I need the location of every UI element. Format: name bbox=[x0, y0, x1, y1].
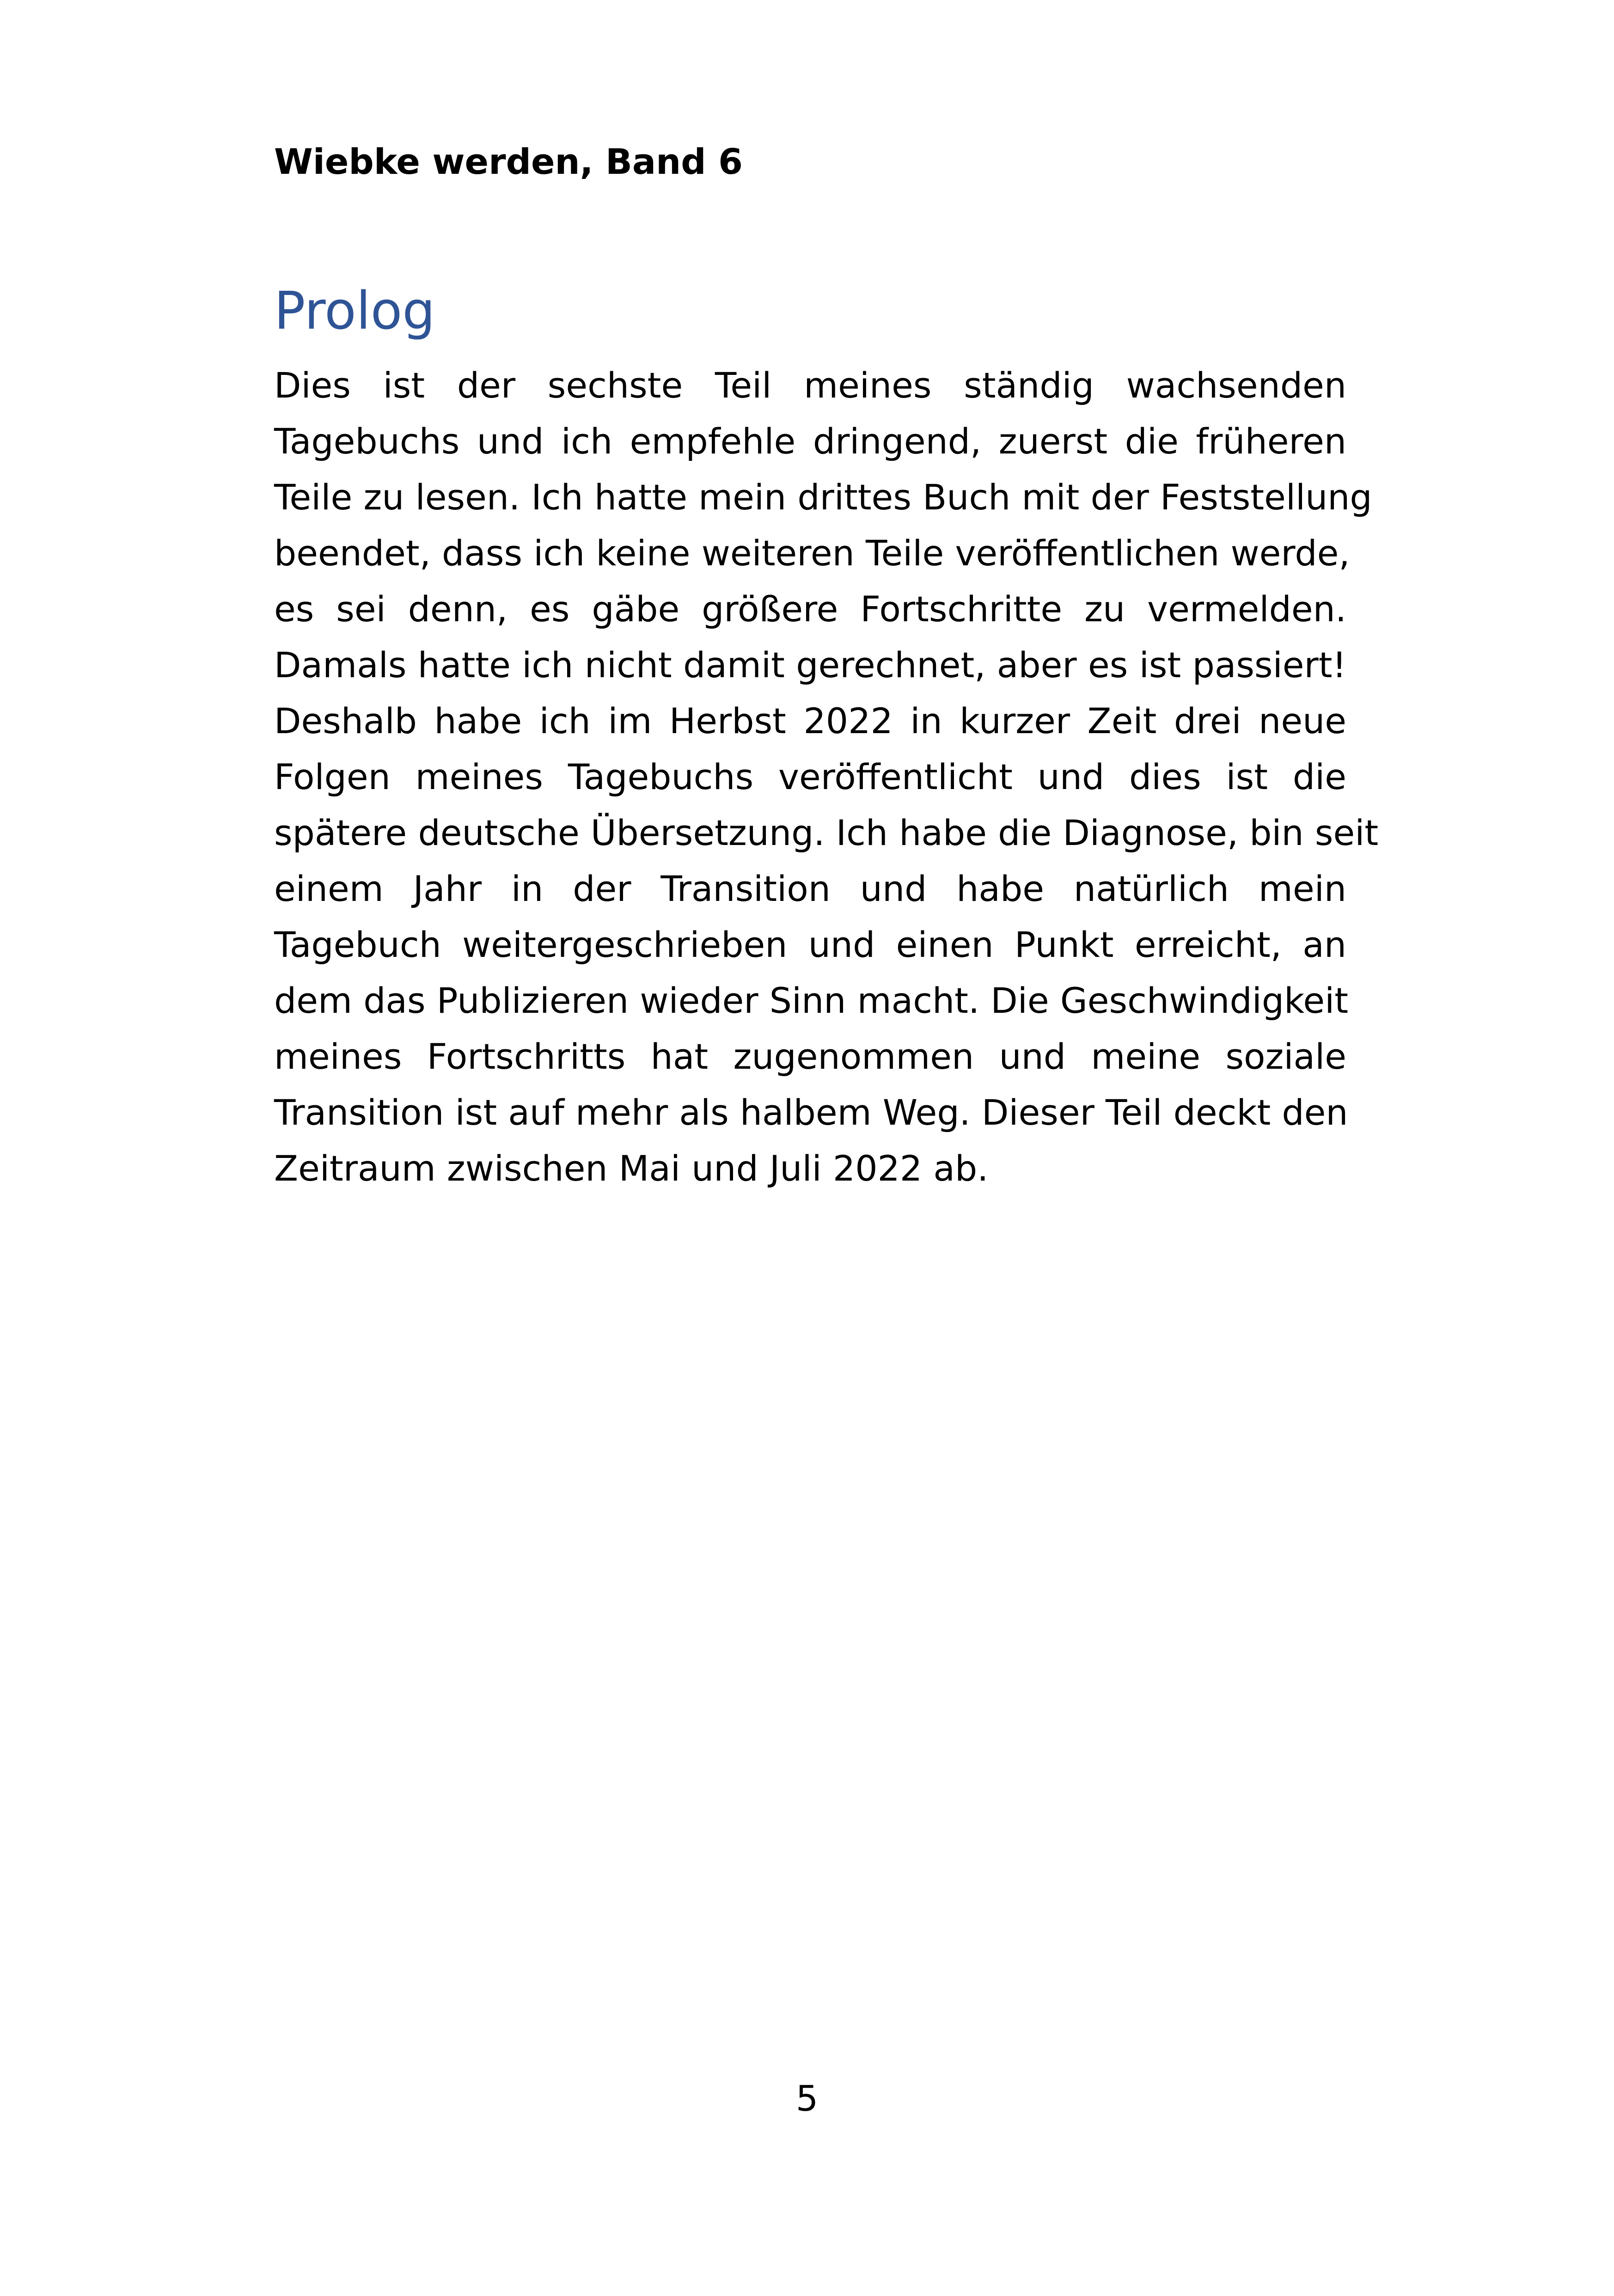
chapter-heading: Prolog bbox=[274, 281, 435, 341]
running-title: Wiebke werden, Band 6 bbox=[274, 141, 743, 182]
paragraph-line: Deshalb habe ich im Herbst 2022 in kurzer Zeit drei neue bbox=[274, 700, 1346, 741]
paragraph-line: es sei denn, es gäbe größere Fortschritte zu vermelden. bbox=[274, 588, 1346, 630]
paragraph-line: beendet, dass ich keine weiteren Teile veröffentlichen werde, bbox=[274, 533, 1350, 574]
paragraph-line: Tagebuchs und ich empfehle dringend, zuerst die früheren bbox=[274, 421, 1346, 462]
paragraph-line: dem das Publizieren wieder Sinn macht. Die Geschwindigkeit bbox=[274, 980, 1349, 1021]
paragraph-line-last: Zeitraum zwischen Mai und Juli 2022 ab. bbox=[274, 1148, 989, 1189]
paragraph-line: spätere deutsche Übersetzung. Ich habe die Diagnose, bin seit bbox=[274, 812, 1379, 853]
paragraph-line: Dies ist der sechste Teil meines ständig wachsenden bbox=[274, 365, 1346, 406]
page-number: 5 bbox=[795, 2078, 819, 2119]
paragraph-line: Transition ist auf mehr als halbem Weg. Dieser Teil deckt den bbox=[274, 1092, 1348, 1133]
paragraph-line: Folgen meines Tagebuchs veröffentlicht und dies ist die bbox=[274, 756, 1346, 797]
paragraph-line: einem Jahr in der Transition und habe natürlich mein bbox=[274, 868, 1346, 909]
paragraph-line: meines Fortschritts hat zugenommen und meine soziale bbox=[274, 1036, 1346, 1077]
paragraph-line: Teile zu lesen. Ich hatte mein drittes Buch mit der Feststellung bbox=[274, 477, 1372, 518]
prolog-paragraph bbox=[274, 357, 1379, 1196]
paragraph-line: Damals hatte ich nicht damit gerechnet, aber es ist passiert! bbox=[274, 644, 1346, 686]
paragraph-line: Tagebuch weitergeschrieben und einen Punkt erreicht, an bbox=[274, 924, 1346, 965]
